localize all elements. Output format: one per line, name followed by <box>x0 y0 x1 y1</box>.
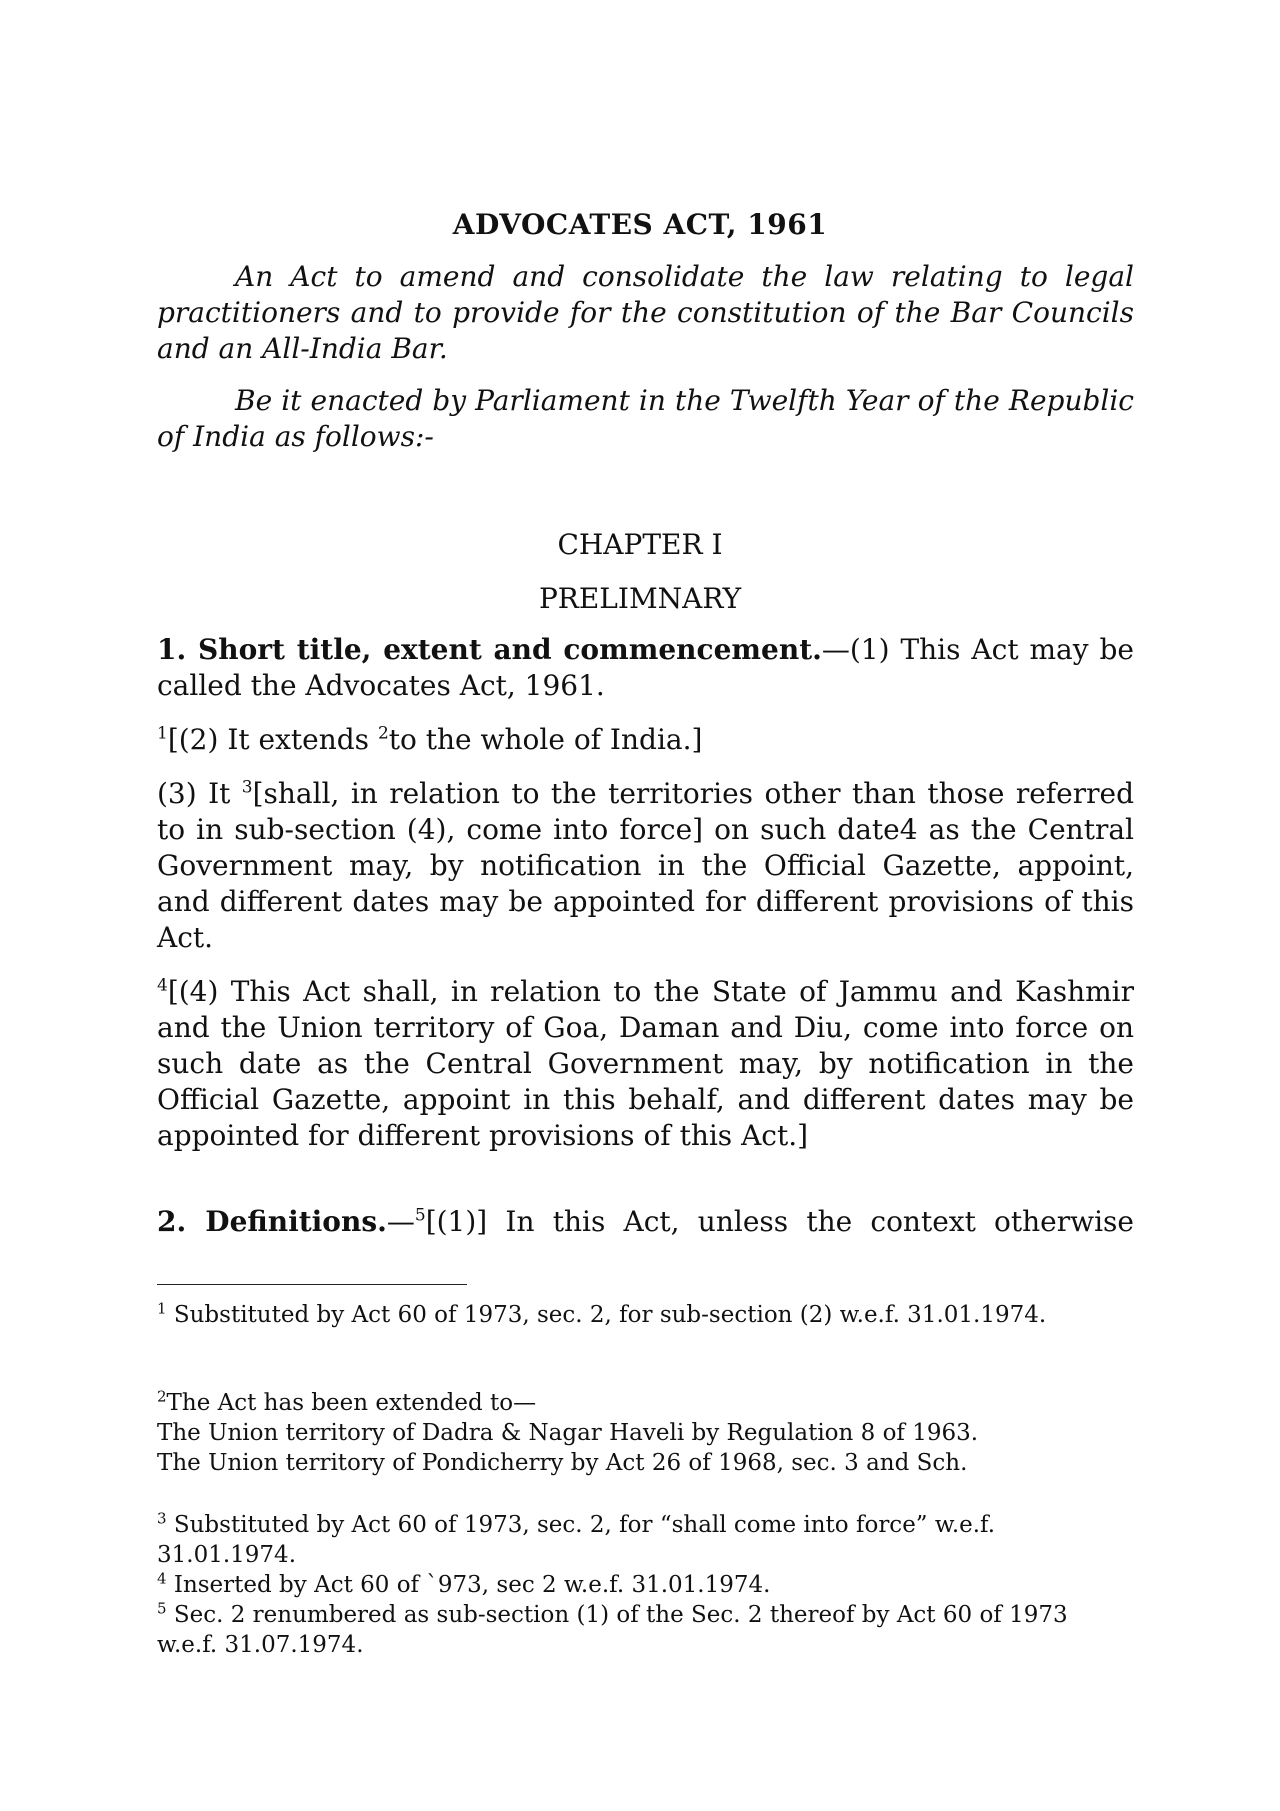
section-1-subsection-3 <box>157 776 1134 956</box>
footnote-4-text: Inserted by Act 60 of `973, sec 2 w.e.f. 31.01.1974. <box>173 1572 771 1598</box>
footnote-4-mark: 4 <box>157 1569 167 1588</box>
section-2-heading: 2. Definitions. <box>157 1205 387 1238</box>
footnote-2 <box>157 1388 1117 1478</box>
subsection-2-text-b: to the whole of India.] <box>388 723 703 756</box>
section-1-subsection-4 <box>157 974 1134 1154</box>
section-2-dash: — <box>386 1205 415 1238</box>
subsection-4-text: [(4) This Act shall, in relation to the State of Jammu and Kashmir and the Union territory of Goa, Daman and Diu, come into force on such date as the Central Government may, by notification in the Official Gazette, appoint in this behalf, and different dates may be appointed for different provisions of this Act.] <box>157 975 1134 1152</box>
footnote-3-text: Substituted by Act 60 of 1973, sec. 2, for “shall come into force” w.e.f. 31.01.1974. <box>157 1512 996 1568</box>
footnote-ref-5: 5 <box>414 1205 426 1226</box>
footnote-4 <box>157 1570 1117 1600</box>
footnote-2-line-2: The Union territory of Dadra & Nagar Haveli by Regulation 8 of 1963. <box>157 1420 979 1446</box>
footnote-5-mark: 5 <box>157 1599 167 1618</box>
footnote-1 <box>157 1300 1117 1330</box>
chapter-number: CHAPTER I <box>557 528 723 561</box>
subsection-2-text-a: [(2) It extends <box>167 723 378 756</box>
subsection-3-text-b: [shall, in relation to the territories other than those referred to in sub-section (4), come into force] on such date4 as the Central Government may, by notification in the Official Gazette, appoint, and different dates may be appointed for different provisions of this Act. <box>157 777 1134 954</box>
enactment-clause: Be it enacted by Parliament in the Twelfth Year of the Republic of India as follows:- <box>157 384 1134 453</box>
section-1-subsection-2 <box>157 722 1134 758</box>
footnote-2-mark: 2 <box>157 1387 167 1406</box>
section-1 <box>157 632 1134 704</box>
footnote-5-text: Sec. 2 renumbered as sub-section (1) of the Sec. 2 thereof by Act 60 of 1973 w.e.f. 31.07.1974. <box>157 1602 1068 1658</box>
footnote-divider <box>157 1284 467 1285</box>
chapter-title: PRELIMNARY <box>538 582 742 615</box>
section-2-text: [(1)] In this Act, unless the context otherwise <box>425 1205 1134 1238</box>
footnote-1-mark: 1 <box>157 1299 167 1318</box>
footnote-ref-3: 3 <box>241 777 253 798</box>
section-1-heading: 1. Short title, extent and commencement. <box>157 633 822 666</box>
section-2 <box>157 1204 1134 1240</box>
section-1-text: —(1) This Act may be called the Advocates Act, 1961. <box>157 633 1134 702</box>
footnote-ref-4: 4 <box>157 975 168 996</box>
footnote-2-line-3: The Union territory of Pondicherry by Act 26 of 1968, sec. 3 and Sch. <box>157 1450 968 1476</box>
footnote-1-text: Substituted by Act 60 of 1973, sec. 2, for sub-section (2) w.e.f. 31.01.1974. <box>173 1302 1047 1328</box>
footnote-ref-2: 2 <box>377 723 389 744</box>
footnote-2-line-1: The Act has been extended to— <box>166 1390 537 1416</box>
act-title: ADVOCATES ACT, 1961 <box>452 208 828 241</box>
footnote-3 <box>157 1510 1117 1570</box>
preamble: An Act to amend and consolidate the law relating to legal practitioners and to provide for the constitution of the Bar Councils and an All-India Bar. <box>157 260 1134 365</box>
footnote-5 <box>157 1600 1117 1660</box>
subsection-3-text-a: (3) It <box>157 777 242 810</box>
footnote-3-mark: 3 <box>157 1509 167 1528</box>
footnote-ref-1: 1 <box>157 723 168 744</box>
